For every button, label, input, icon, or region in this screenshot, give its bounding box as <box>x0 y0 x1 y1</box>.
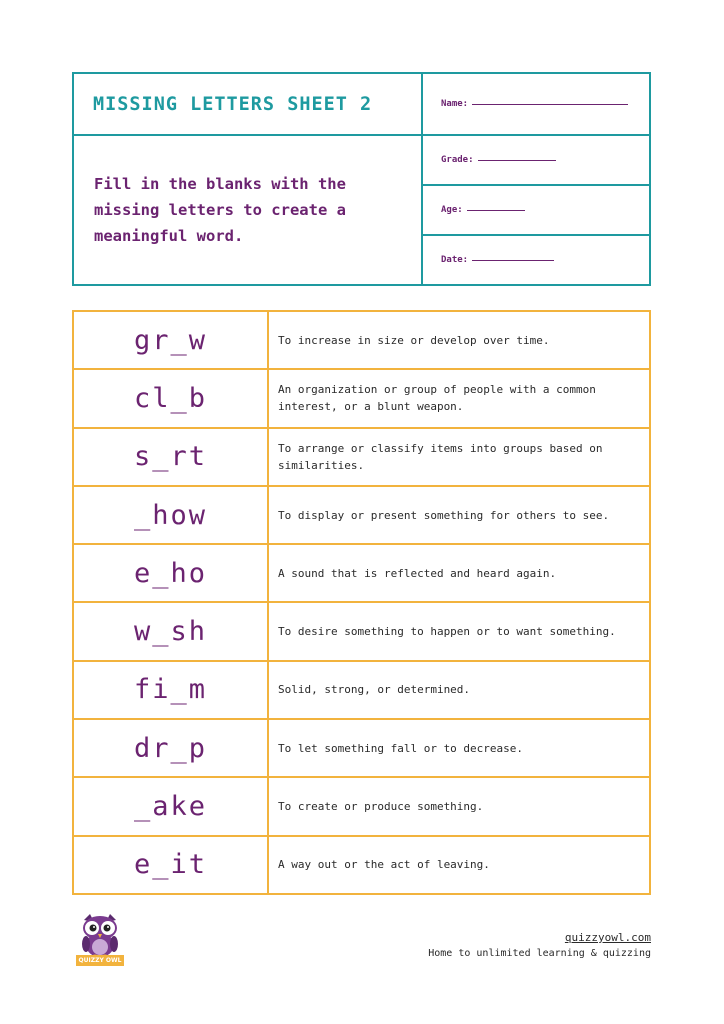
definition-cell <box>269 778 649 834</box>
word-definition: To create or produce something. <box>278 800 484 814</box>
missing-letter-word: fi_m <box>133 674 208 706</box>
table-row <box>74 485 649 543</box>
word-cell <box>74 487 269 543</box>
grade-field <box>423 136 649 184</box>
definition-cell <box>269 720 649 776</box>
date-label: Date: <box>441 255 469 265</box>
word-cell <box>74 778 269 834</box>
info-fields <box>423 136 649 284</box>
missing-letter-word: s_rt <box>133 441 208 473</box>
word-cell <box>74 545 269 601</box>
word-table <box>72 310 651 895</box>
definition-cell <box>269 662 649 718</box>
definition-cell <box>269 545 649 601</box>
instructions-cell <box>74 136 423 284</box>
missing-letter-word: w_sh <box>133 616 208 648</box>
word-definition: To desire something to happen or to want something. <box>278 625 616 639</box>
definition-cell <box>269 487 649 543</box>
table-row <box>74 718 649 776</box>
word-definition: To let something fall or to decrease. <box>278 741 524 755</box>
definition-cell <box>269 603 649 659</box>
name-field <box>423 74 649 136</box>
definition-cell <box>269 312 649 368</box>
word-definition: Solid, strong, or determined. <box>278 683 471 697</box>
word-definition: To increase in size or develop over time. <box>278 333 550 347</box>
tagline: Home to unlimited learning & quizzing <box>428 948 651 959</box>
grade-label: Grade: <box>441 155 474 165</box>
missing-letter-word: e_it <box>133 849 208 881</box>
missing-letter-word: _ake <box>133 791 208 823</box>
instructions-text: Fill in the blanks with the missing letters to create a meaningful word. <box>94 175 346 245</box>
word-cell <box>74 662 269 718</box>
site-link[interactable]: quizzyowl.com <box>564 931 651 944</box>
table-row <box>74 660 649 718</box>
grade-blank-line <box>478 160 556 161</box>
missing-letter-word: dr_p <box>133 732 208 764</box>
title-cell <box>74 74 423 136</box>
date-blank-line <box>472 260 554 261</box>
missing-letter-word: e_ho <box>133 557 208 589</box>
word-cell <box>74 370 269 426</box>
word-definition: To display or present something for others to see. <box>278 508 610 522</box>
name-blank-line <box>472 104 628 105</box>
age-blank-line <box>467 210 525 211</box>
page-title: MISSING LETTERS SHEET 2 <box>93 93 373 115</box>
word-cell <box>74 603 269 659</box>
word-definition: To arrange or classify items into groups based on similarities. <box>278 441 603 472</box>
table-row <box>74 776 649 834</box>
word-definition: A way out or the act of leaving. <box>278 858 490 872</box>
word-cell <box>74 312 269 368</box>
table-row <box>74 601 649 659</box>
definition-cell <box>269 370 649 426</box>
missing-letter-word: _how <box>133 499 208 531</box>
word-cell <box>74 720 269 776</box>
definition-cell <box>269 429 649 485</box>
word-definition: An organization or group of people with a common interest, or a blunt weapon. <box>278 383 596 414</box>
missing-letter-word: cl_b <box>133 382 208 414</box>
worksheet-header <box>72 72 651 286</box>
table-row <box>74 427 649 485</box>
word-definition: A sound that is reflected and heard again. <box>278 566 557 580</box>
table-row <box>74 835 649 893</box>
table-row <box>74 543 649 601</box>
definition-cell <box>269 837 649 893</box>
word-cell <box>74 837 269 893</box>
age-field <box>423 184 649 234</box>
table-row <box>74 368 649 426</box>
age-label: Age: <box>441 205 463 215</box>
date-field <box>423 234 649 284</box>
name-label: Name: <box>441 99 469 109</box>
word-cell <box>74 429 269 485</box>
missing-letter-word: gr_w <box>133 324 208 356</box>
table-row <box>74 312 649 368</box>
logo-wordmark: QUIZZY OWL <box>76 955 124 966</box>
